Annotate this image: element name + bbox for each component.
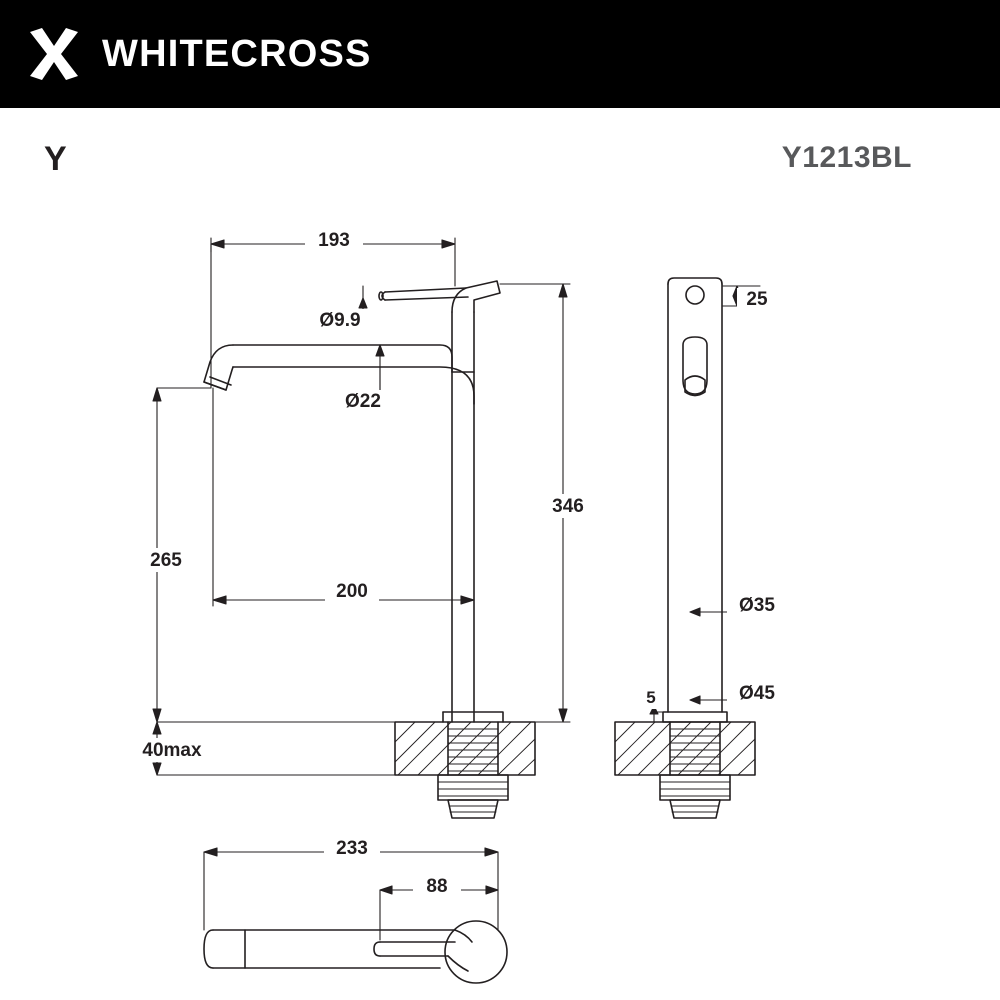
series-label: Y [44,140,67,178]
dim-d22: Ø22 [345,391,381,412]
dim-346: 346 [552,496,584,517]
brand-name: WHITECROSS [102,33,372,75]
dim-40max: 40max [142,740,202,761]
dim-193: 193 [318,230,350,251]
dim-d99: Ø9.9 [319,310,361,331]
dim-d35: Ø35 [739,595,775,616]
dim-233: 233 [336,838,368,859]
dim-265: 265 [150,550,182,571]
dim-5: 5 [646,688,656,707]
dim-d45: Ø45 [739,683,775,704]
model-code: Y1213BL [781,141,912,174]
dim-200: 200 [336,581,368,602]
dim-88: 88 [426,876,448,897]
dim-25: 25 [746,289,768,310]
